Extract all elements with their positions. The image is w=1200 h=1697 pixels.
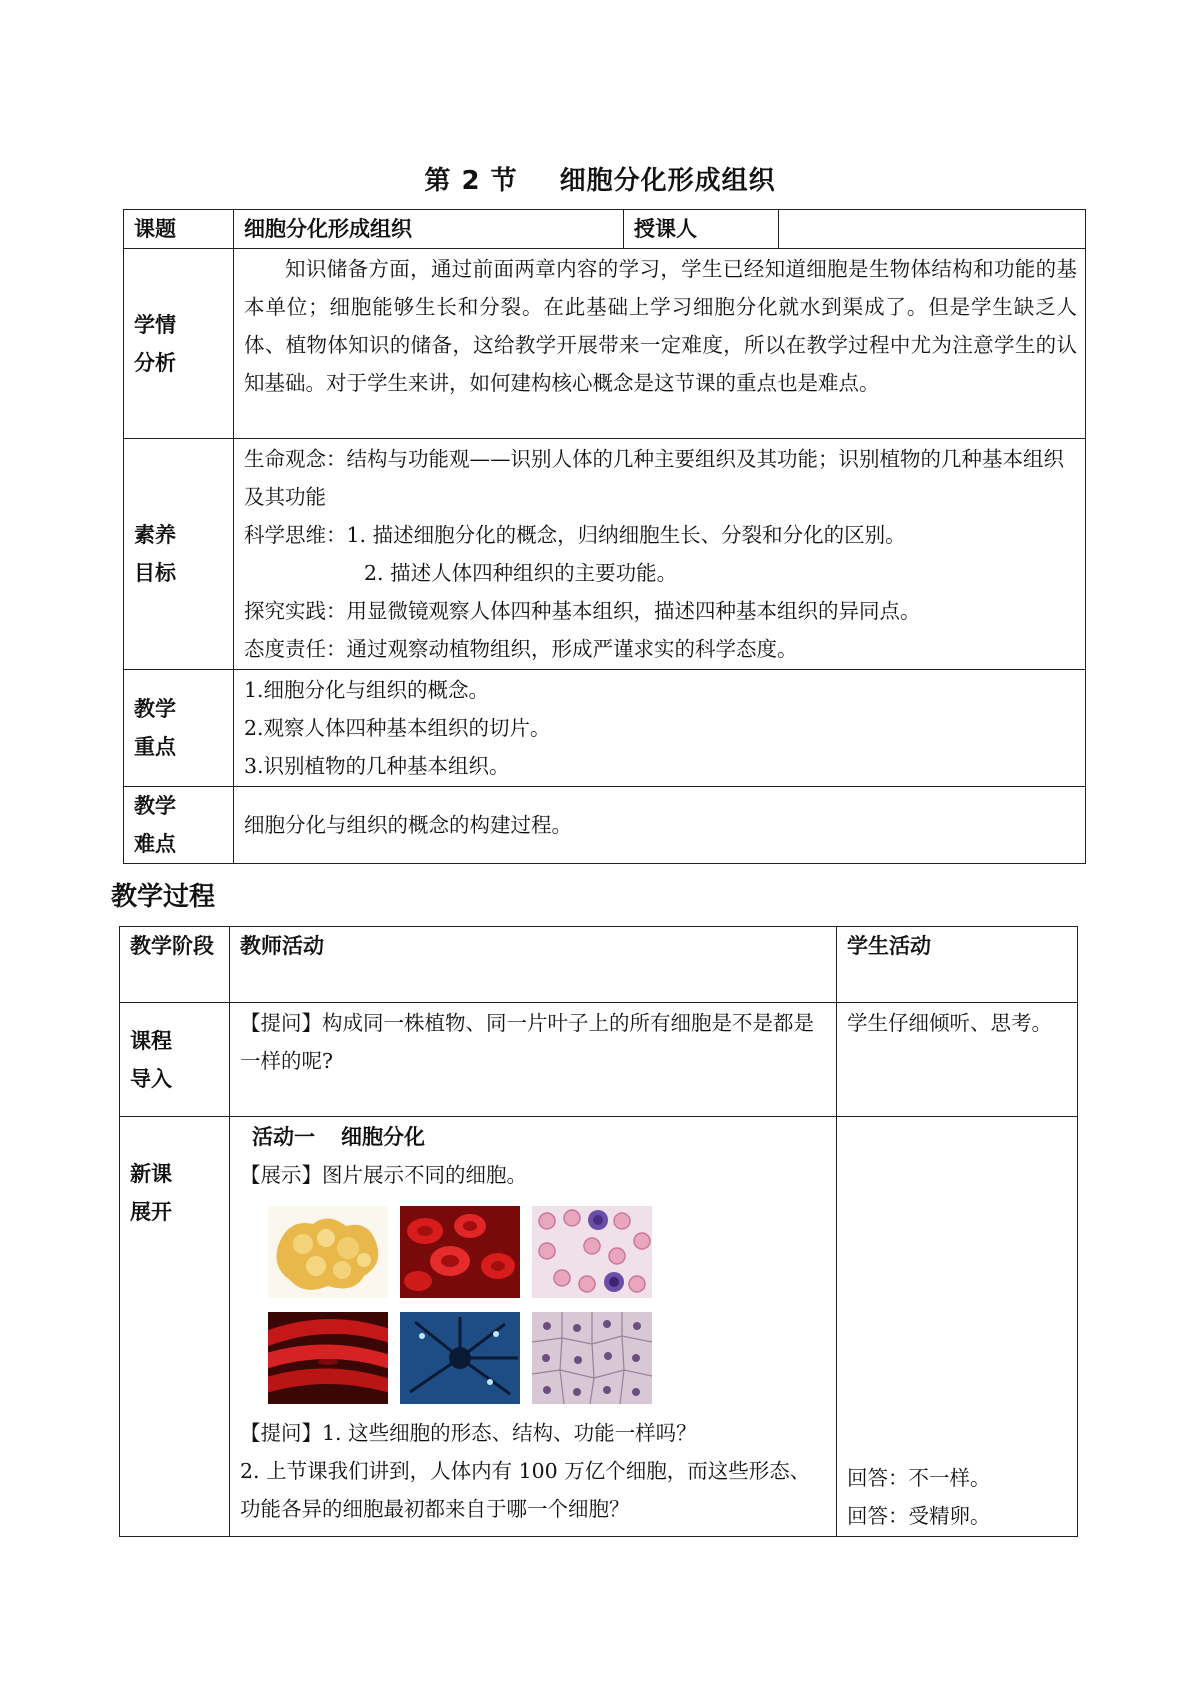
new-lesson-teacher [230,1117,837,1537]
process-header-row [120,927,1078,1003]
key-point-item: 3.识别植物的几种基本组织。 [244,754,510,778]
show-text: 【展示】图片展示不同的细胞。 [240,1163,527,1187]
blood-smear-icon [532,1206,652,1298]
teacher-label: 授课人 [624,210,779,249]
lesson-info-table [123,209,1086,864]
topic-row [124,210,1086,249]
neuron-icon [400,1312,520,1404]
key-point-item: 2.观察人体四种基本组织的切片。 [244,716,551,740]
col-student-header: 学生活动 [837,927,1078,1003]
epithelial-cells-icon [532,1312,652,1404]
goal-item: 生命观念：结构与功能观——识别人体的几种主要组织及其功能；识别植物的几种基本组织及其功能 [244,447,1064,509]
col-teacher-header: 教师活动 [230,927,837,1003]
key-points-label: 教学 重点 [124,670,234,787]
process-heading: 教学过程 [111,882,216,912]
teacher-value [779,210,1086,249]
intro-student-text: 学生仔细倾听、思考。 [837,1003,1078,1117]
question-1: 【提问】1. 这些细胞的形态、结构、功能一样吗？ [240,1421,697,1445]
cell-image-grid [268,1206,828,1404]
analysis-row [124,249,1086,439]
key-points-list [234,670,1086,787]
goal-item: 科学思维：1. 描述细胞分化的概念，归纳细胞生长、分裂和分化的区别。 [244,523,906,547]
fat-cells-icon [268,1206,388,1298]
difficulty-label: 教学 难点 [124,787,234,864]
difficulty-text: 细胞分化与组织的概念的构建过程。 [234,787,1086,864]
goal-item: 态度责任：通过观察动植物组织，形成严谨求实的科学态度。 [244,637,798,661]
question-2: 2. 上节课我们讲到，人体内有 100 万亿个细胞，而这些形态、功能各异的细胞最初都来自于哪一个细胞？ [240,1459,811,1521]
teaching-process-table [119,926,1078,1537]
intro-label: 课程 导入 [120,1003,230,1117]
topic-value: 细胞分化形成组织 [234,210,624,249]
new-lesson-student [837,1117,1078,1537]
goals-label: 素养 目标 [124,439,234,670]
difficulty-row [124,787,1086,864]
activity-title: 活动一 细胞分化 [252,1125,425,1149]
new-lesson-label: 新课 展开 [120,1117,230,1537]
goal-item: 探究实践：用显微镜观察人体四种基本组织，描述四种基本组织的异同点。 [244,599,921,623]
answer-2: 回答：受精卵。 [847,1504,991,1528]
goals-list [234,439,1086,670]
muscle-cells-icon [268,1312,388,1404]
page-title [0,160,1200,197]
answer-1: 回答：不一样。 [847,1466,991,1490]
analysis-label: 学情 分析 [124,249,234,439]
section-number: 第 2 节 [424,166,518,196]
goal-item: 2. 描述人体四种组织的主要功能。 [364,561,678,585]
key-point-item: 1.细胞分化与组织的概念。 [244,678,490,702]
intro-teacher-text: 【提问】构成同一株植物、同一片叶子上的所有细胞是不是都是一样的呢? [230,1003,837,1117]
new-lesson-row [120,1117,1078,1537]
analysis-text: 知识储备方面，通过前面两章内容的学习，学生已经知道细胞是生物体结构和功能的基本单位；细胞能够生长和分裂。在此基础上学习细胞分化就水到渠成了。但是学生缺乏人体、植物体知识的储备，这给教学开展带来一定难度，所以在教学过程中尤为注意学生的认知基础。对于学生来讲，如何建构核心概念是这节课的重点也是难点。 [234,249,1086,439]
red-blood-cells-icon [400,1206,520,1298]
key-points-row [124,670,1086,787]
goals-row [124,439,1086,670]
section-name: 细胞分化形成组织 [559,166,776,196]
topic-label: 课题 [124,210,234,249]
col-stage-header: 教学阶段 [120,927,230,1003]
intro-row [120,1003,1078,1117]
